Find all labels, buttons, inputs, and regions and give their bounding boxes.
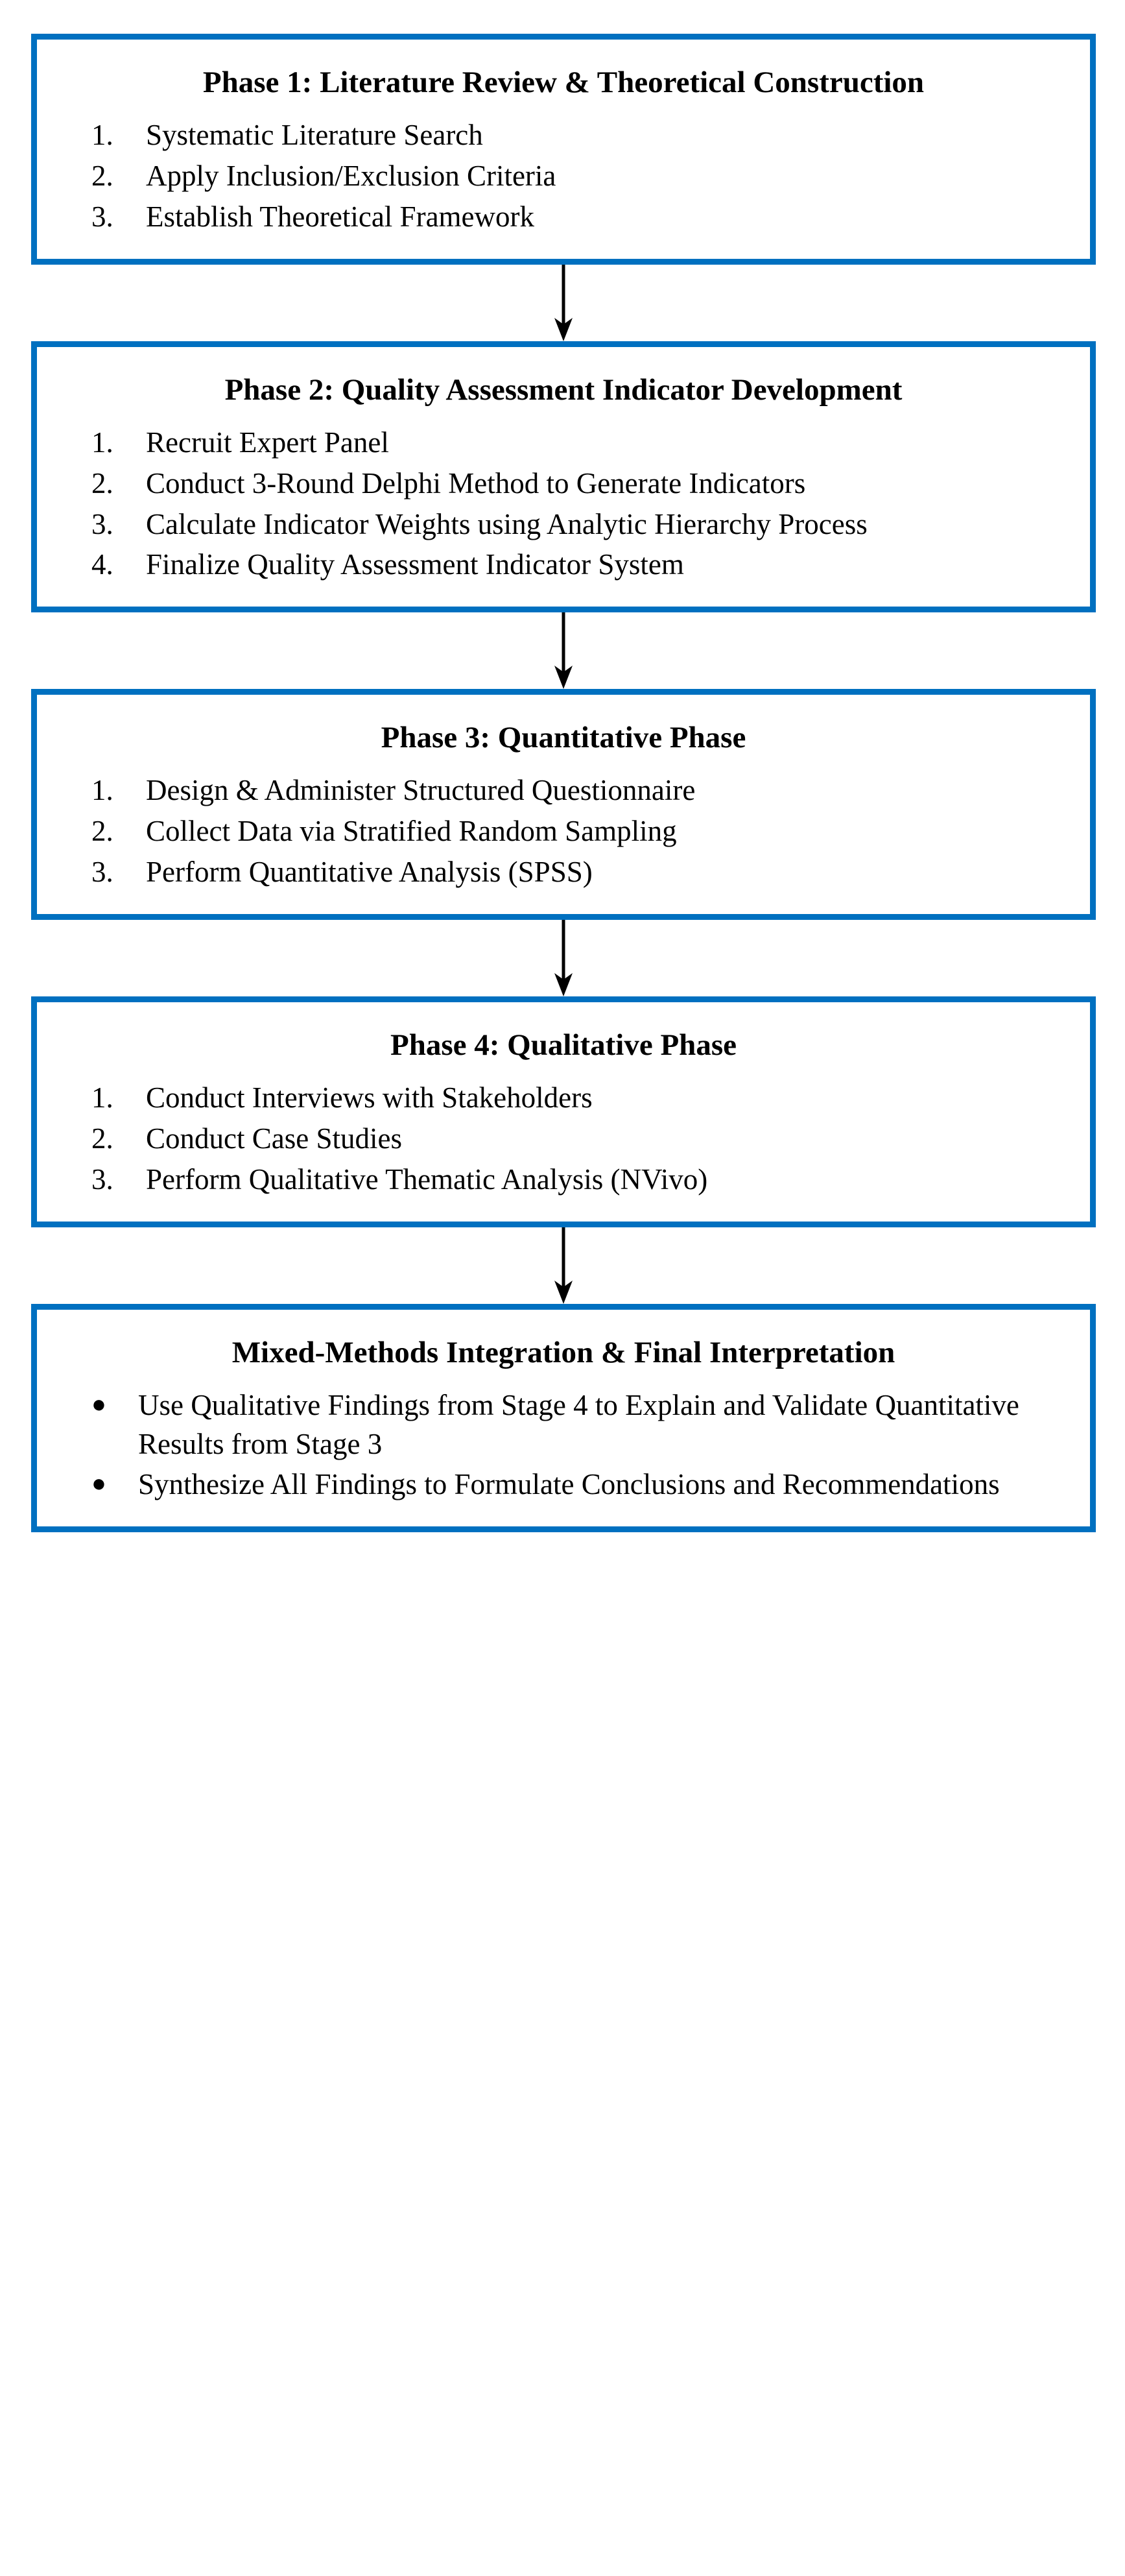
list-item-text: Finalize Quality Assessment Indicator System bbox=[146, 548, 684, 581]
list-marker: 3. bbox=[91, 507, 113, 540]
phase-4-title: Phase 4: Qualitative Phase bbox=[390, 1028, 737, 1062]
list-item-text: Collect Data via Stratified Random Sampling bbox=[146, 815, 677, 848]
connector-1-to-2 bbox=[31, 265, 1095, 341]
list-item bbox=[91, 1120, 1071, 1159]
list-item bbox=[91, 505, 1071, 544]
phase-box-4 bbox=[31, 996, 1096, 1227]
list-marker: 2. bbox=[91, 160, 113, 192]
list-item bbox=[91, 1161, 1071, 1199]
list-item-text: Conduct Case Studies bbox=[146, 1122, 402, 1155]
list-item bbox=[91, 198, 1071, 237]
list-marker: 1. bbox=[91, 1081, 113, 1114]
list-item bbox=[91, 116, 1071, 155]
down-arrow-icon bbox=[544, 265, 583, 341]
phase-box-1 bbox=[31, 34, 1096, 265]
phase-2-list bbox=[56, 424, 1071, 584]
list-item-text: Calculate Indicator Weights using Analytic Hierarchy Process bbox=[146, 507, 868, 540]
list-marker: 2. bbox=[91, 1122, 113, 1155]
list-item-text: Perform Qualitative Thematic Analysis (NVivo) bbox=[146, 1162, 708, 1196]
connector-4-to-5 bbox=[31, 1227, 1095, 1304]
list-item bbox=[91, 546, 1071, 584]
list-item-text: Synthesize All Findings to Formulate Conclusions and Recommendations bbox=[138, 1468, 1000, 1501]
list-marker: 4. bbox=[91, 548, 113, 581]
list-item-text: Conduct 3-Round Delphi Method to Generate Indicators bbox=[146, 466, 806, 500]
down-arrow-icon bbox=[544, 1227, 583, 1304]
list-item bbox=[91, 1386, 1071, 1464]
list-item-text: Design & Administer Structured Questionnaire bbox=[146, 774, 696, 807]
list-item bbox=[91, 1465, 1071, 1504]
list-item-text: Recruit Expert Panel bbox=[146, 426, 389, 459]
list-item bbox=[91, 853, 1071, 892]
list-marker: 2. bbox=[91, 466, 113, 500]
list-marker: 1. bbox=[91, 426, 113, 459]
phase-box-2 bbox=[31, 341, 1096, 613]
list-marker: 3. bbox=[91, 1162, 113, 1196]
list-marker: 1. bbox=[91, 119, 113, 152]
list-item bbox=[91, 464, 1071, 503]
list-item-text: Use Qualitative Findings from Stage 4 to Explain and Validate Quantitative Results from Stage 3 bbox=[138, 1388, 1019, 1460]
bullet-icon: ● bbox=[91, 1390, 106, 1418]
list-item bbox=[91, 157, 1071, 196]
phase-5-list bbox=[56, 1386, 1071, 1505]
phase-1-title: Phase 1: Literature Review & Theoretical Construction bbox=[202, 66, 925, 99]
phase-3-title: Phase 3: Quantitative Phase bbox=[381, 721, 746, 755]
connector-2-to-3 bbox=[31, 612, 1095, 689]
phase-3-list bbox=[56, 771, 1071, 892]
list-item-text: Perform Quantitative Analysis (SPSS) bbox=[146, 856, 593, 889]
list-marker: 2. bbox=[91, 815, 113, 848]
phase-4-list bbox=[56, 1079, 1071, 1199]
list-item bbox=[91, 812, 1071, 851]
list-item-text: Establish Theoretical Framework bbox=[146, 200, 534, 233]
phase-box-3 bbox=[31, 689, 1096, 920]
phase-5-title: Mixed-Methods Integration & Final Interpretation bbox=[231, 1335, 895, 1369]
list-marker: 1. bbox=[91, 774, 113, 807]
list-item bbox=[91, 424, 1071, 463]
phase-box-5 bbox=[31, 1304, 1096, 1533]
list-item-text: Systematic Literature Search bbox=[146, 119, 483, 152]
phase-2-title: Phase 2: Quality Assessment Indicator Development bbox=[224, 372, 903, 407]
list-marker: 3. bbox=[91, 200, 113, 233]
list-marker: 3. bbox=[91, 856, 113, 889]
list-item-text: Apply Inclusion/Exclusion Criteria bbox=[146, 160, 556, 192]
list-item bbox=[91, 1079, 1071, 1118]
list-item bbox=[91, 771, 1071, 810]
down-arrow-icon bbox=[544, 612, 583, 689]
list-item-text: Conduct Interviews with Stakeholders bbox=[146, 1081, 593, 1114]
phase-1-list bbox=[56, 116, 1071, 237]
bullet-icon: ● bbox=[91, 1470, 106, 1498]
connector-3-to-4 bbox=[31, 920, 1095, 996]
down-arrow-icon bbox=[544, 920, 583, 996]
